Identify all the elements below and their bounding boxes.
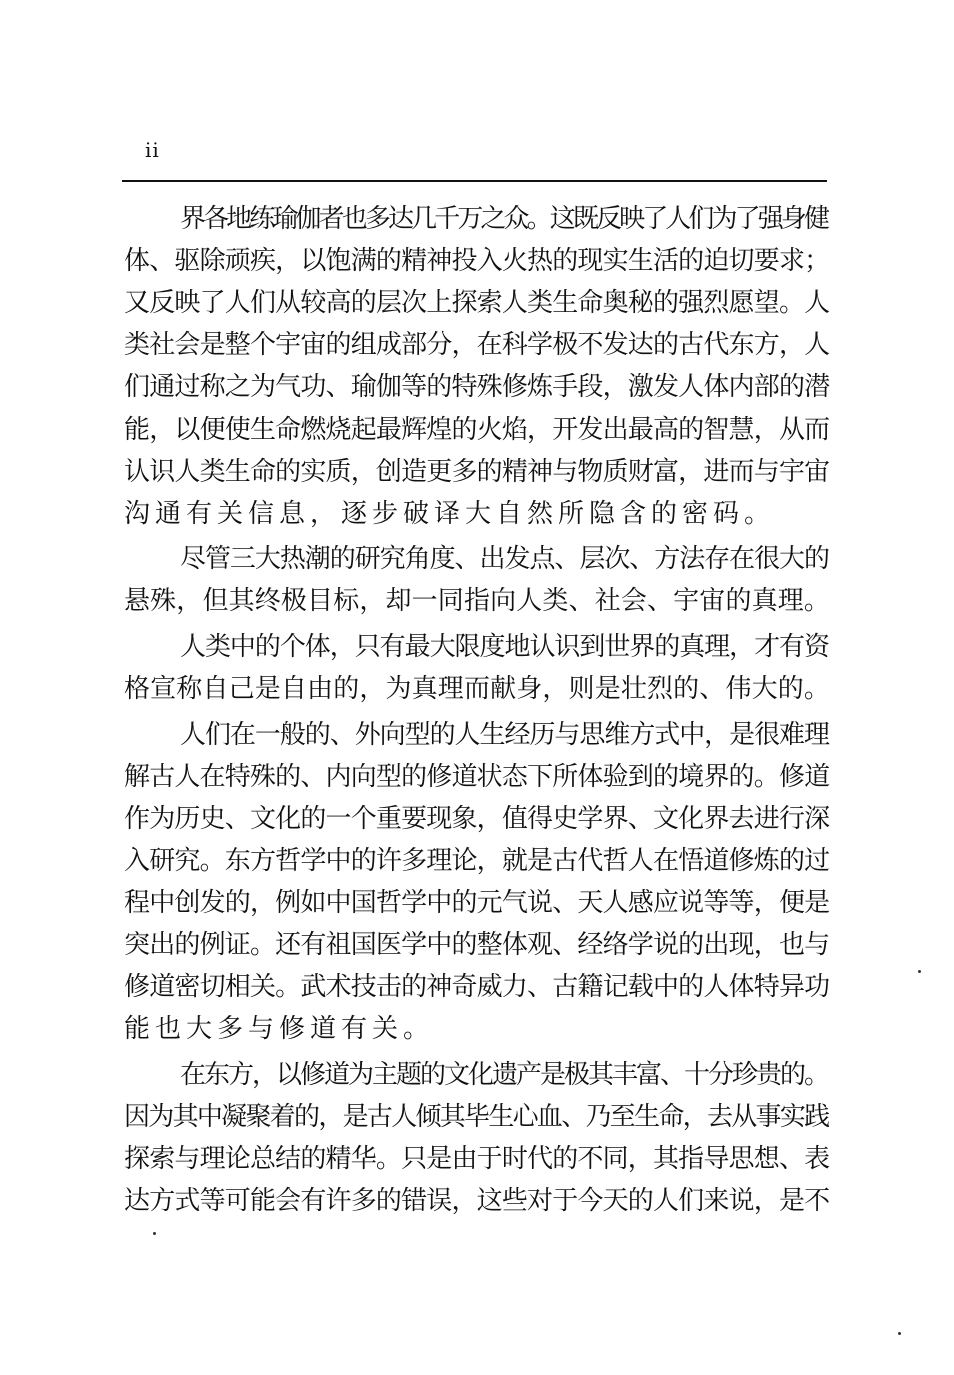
paragraph-line: 达方式等可能会有许多的错误，这些对于今天的人们来说，是不 xyxy=(124,1186,830,1216)
paragraph-line: 突出的例证。还有祖国医学中的整体观、经络学说的出现，也与 xyxy=(124,930,830,960)
paragraph-line: 沟通有关信息，逐步破译大自然所隐含的密码。 xyxy=(124,499,776,529)
paragraph-line: 因为其中凝聚着的，是古人倾其毕生心血、乃至生命，去从事实践 xyxy=(124,1102,829,1132)
scan-speck xyxy=(153,1232,156,1235)
paragraph-line: 修道密切相关。武术技击的神奇威力、古籍记载中的人体特异功 xyxy=(124,972,830,1002)
paragraph-line: 类社会是整个宇宙的组成部分，在科学极不发达的古代东方，人 xyxy=(124,330,830,360)
page-number: ii xyxy=(145,138,160,162)
paragraph-first-line: 人们在一般的、外向型的人生经历与思维方式中，是很难理 xyxy=(180,720,829,750)
paragraph-line: 程中创发的，例如中国哲学中的元气说、天人感应说等等，便是 xyxy=(124,888,830,918)
paragraph-first-line: 在东方，以修道为主题的文化遗产是极其丰富、十分珍贵的。 xyxy=(180,1060,829,1090)
paragraph-line: 们通过称之为气功、瑜伽等的特殊修炼手段，激发人体内部的潜 xyxy=(124,372,830,402)
paragraph-line: 解古人在特殊的、内向型的修道状态下所体验到的境界的。修道 xyxy=(124,762,830,792)
paragraph-first-line: 尽管三大热潮的研究角度、出发点、层次、方法存在很大的 xyxy=(180,544,829,574)
paragraph-line: 探索与理论总结的精华。只是由于时代的不同，其指导思想、表 xyxy=(124,1144,830,1174)
paragraph-line: 又反映了人们从较高的层次上探索人类生命奥秘的强烈愿望。人 xyxy=(124,288,830,318)
header-rule xyxy=(122,180,827,182)
paragraph-line: 认识人类生命的实质，创造更多的精神与物质财富，进而与宇宙 xyxy=(124,457,830,487)
paragraph-first-line: 界各地练瑜伽者也多达几千万之众。这既反映了人们为了强身健 xyxy=(180,204,828,234)
paragraph-line: 悬殊，但其终极目标，却一同指向人类、社会、宇宙的真理。 xyxy=(124,586,831,616)
paragraph-line: 格宣称自己是自由的，为真理而献身，则是壮烈的、伟大的。 xyxy=(124,674,831,704)
scan-speck xyxy=(898,1332,901,1335)
paragraph-first-line: 人类中的个体，只有最大限度地认识到世界的真理，才有资 xyxy=(180,632,829,662)
paragraph-line: 入研究。东方哲学中的许多理论，就是古代哲人在悟道修炼的过 xyxy=(124,846,830,876)
scan-speck xyxy=(918,970,921,973)
paragraph-line: 作为历史、文化的一个重要现象，值得史学界、文化界去进行深 xyxy=(124,804,830,834)
paragraph-line: 体、驱除顽疾，以饱满的精神投入火热的现实生活的迫切要求； xyxy=(124,246,830,276)
paragraph-line: 能，以便使生命燃烧起最辉煌的火焰，开发出最高的智慧，从而 xyxy=(124,415,830,445)
paragraph-line: 能也大多与修道有关。 xyxy=(124,1014,435,1044)
